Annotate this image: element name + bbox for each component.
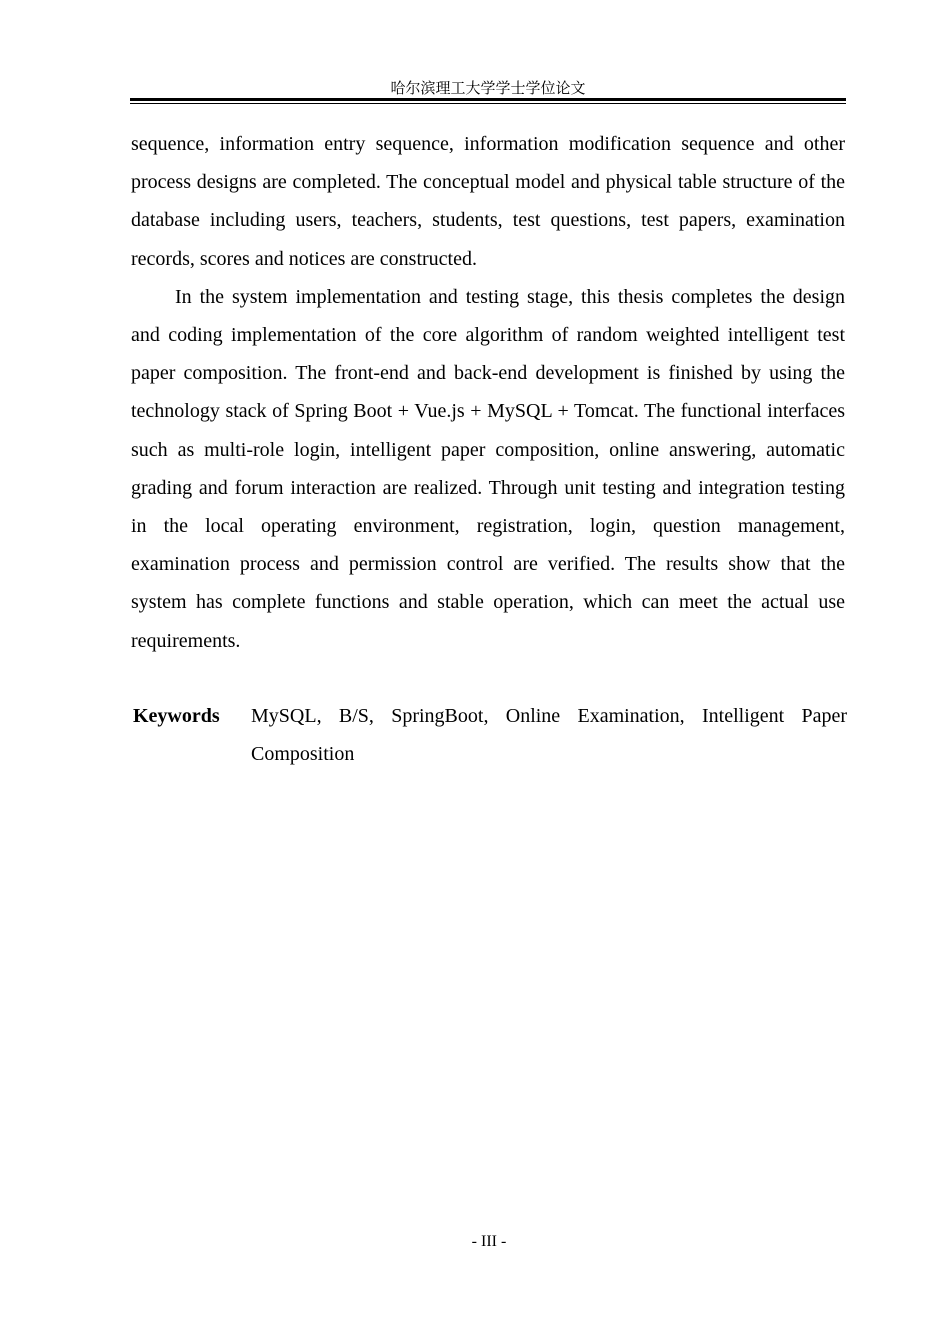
header-rule-thin — [130, 103, 846, 104]
keyword: B/S, — [338, 705, 374, 727]
keywords-list — [251, 697, 847, 773]
keywords-label: Keywords — [133, 705, 220, 727]
paragraph: In the system implementation and testing stage, this thesis completes the design and coding implementation of the core algorithm of random weighted intelligent test paper composition. The front-end and back-end development is finished by using the technology stack of Spring Boot + Vue.js + MySQL + Tomcat. The functional interfaces such as multi-role login, intelligent paper composition, online answering, automatic grading and forum interaction are realized. Through unit testing and integration testing in the local operating environment, registration, login, question management, examination process and permission control are verified. The results show that the system has complete functions and stable operation, which can meet the actual use requirements. — [131, 285, 845, 652]
keyword: SpringBoot, — [391, 705, 489, 727]
keyword: MySQL, — [251, 705, 322, 727]
keyword: Online Examination, — [505, 705, 685, 727]
keywords-section — [131, 697, 847, 773]
running-header: 哈尔滨理工大学学士学位论文 — [390, 79, 586, 97]
paragraph: sequence, information entry sequence, information modification sequence and other process designs are completed. The conceptual model and physical table structure of the database including users, teachers, students, test questions, test papers, examination records, scores and notices are constructed. — [131, 133, 845, 270]
header-rule-thick — [130, 98, 846, 101]
keyword: Intelligent Paper Composition — [251, 705, 848, 766]
abstract-body — [131, 125, 845, 660]
page-number: - III - — [471, 1233, 507, 1250]
